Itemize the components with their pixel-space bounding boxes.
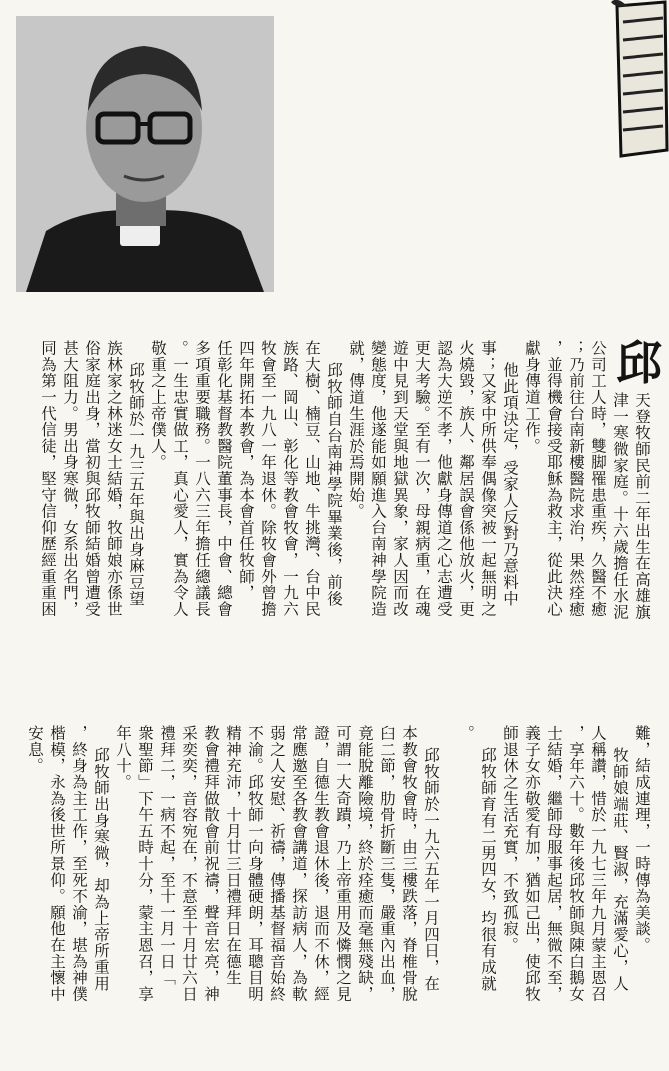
lower-column-14: 可謂一大奇蹟，乃上帝重用及憐憫之見 (334, 725, 352, 1003)
upper-column-4: ；乃前往台南新樓醫院求治，果然痊癒 (567, 340, 585, 618)
lower-column-4: ，享年六十。數年後邱牧師與陳白鵝女 (567, 725, 585, 1003)
open-book-icon (607, 0, 669, 158)
upper-column-18: 牧會至一九八一年退休。除牧會外曾擔 (259, 340, 277, 618)
upper-column-6: 獻身傳道工作。 (523, 340, 541, 455)
upper-column-19: 四年開拓本教會，為本會首任牧師， (237, 340, 255, 601)
upper-column-8: 事；又家中所供奉偶像突被一起無明之 (479, 340, 497, 618)
upper-column-11: 更大考驗。至有一次，母親病重，在魂 (413, 340, 431, 618)
lower-column-21: 采奕奕，音容宛在，不意至十月廿六日 (180, 725, 198, 1003)
lower-column-15: 證，自德生教會退休後，退而不休，經 (312, 725, 330, 1003)
lower-column-1: 難，結成連理，一時傳為美談。 (633, 725, 651, 954)
upper-column-9: 火燒毀，族人、鄰居誤會係他放火，更 (457, 340, 475, 618)
upper-column-24: 邱牧師於一九三五年與出身麻豆望 (127, 362, 145, 607)
upper-column-3: 公司工人時，雙脚罹患重疾，久醫不癒 (589, 340, 607, 618)
upper-column-22: 。一生忠實做工，真心愛人，實為令人 (171, 340, 189, 618)
lower-column-11: 本教會牧會時，由三樓跌落，脊椎骨脫 (400, 725, 418, 1003)
lower-column-13: 竟能脫離險境，終於痊癒而毫無殘缺， (356, 725, 374, 1003)
upper-column-16: 在大樹、楠豆、山地、牛挑灣、台中民 (303, 340, 321, 618)
lower-column-19: 精神充沛，十月廿三日禮拜日在德生 (224, 725, 242, 986)
portrait-illustration (16, 16, 274, 292)
lower-column-7: 師退休之生活充實，不致孤寂。 (501, 725, 519, 954)
upper-column-13: 變態度，他遂能如願進入台南神學院造 (369, 340, 387, 618)
upper-column-26: 俗家庭出身，當初與邱牧師結婚曾遭受 (83, 340, 101, 618)
lower-column-26: ，終身為主工作，至死不渝，堪為神僕 (70, 725, 88, 1003)
lower-column-28: 安息。 (26, 725, 44, 774)
lower-column-23: 衆聖節」下午五時十分，蒙主恩召，享 (136, 725, 154, 1003)
lower-column-5: 士結婚，繼師母服事起居，無微不至， (545, 725, 563, 1003)
article-title-char: 邱 (616, 336, 662, 390)
upper-column-20: 任彰化基督教醫院董事長，中會、總會 (215, 340, 233, 618)
upper-column-17: 族路、岡山、彰化等教會牧會，一九六 (281, 340, 299, 618)
lower-column-3: 人稱讚，惜於一九七三年九月蒙主恩召 (589, 725, 607, 1003)
lower-column-20: 教會禮拜做散會前祝禱，聲音宏亮，神 (202, 725, 220, 1003)
upper-column-25: 族林家之林迷女士結婚，牧師娘亦係世 (105, 340, 123, 618)
portrait-photo (16, 16, 274, 292)
lower-column-25: 邱牧師出身寒微，却為上帝所重用 (92, 747, 110, 992)
upper-column-21: 多項重要職務。一八六三年擔任總議長 (193, 340, 211, 618)
lower-column-12: 臼二節，肋骨折斷三隻，嚴重內出血， (378, 725, 396, 1003)
lower-column-8: 邱牧師育有二男四女，均很有成就 (479, 747, 497, 992)
lower-column-2: 牧師娘端莊、賢淑，充滿愛心，人 (611, 747, 629, 992)
lower-column-24: 年八十。 (114, 725, 132, 791)
lower-column-16: 常應邀至各教會講道，探訪病人，為軟 (290, 725, 308, 1003)
upper-column-1: 天登牧師民前二年出生在高雄旗 (633, 392, 651, 621)
lower-column-17: 弱之人安慰、祈禱，傳播基督福音始終 (268, 725, 286, 1003)
upper-column-14: 就，傳道生涯於焉開始。 (347, 340, 365, 520)
upper-column-28: 同為第一代信徒，堅守信仰歷經重重困 (39, 340, 57, 618)
lower-column-9: 。 (457, 725, 475, 742)
upper-column-15: 邱牧師自台南神學院畢業後，前後 (325, 362, 343, 607)
upper-column-2: 津一寒微家庭。十六歲擔任水泥 (611, 392, 629, 621)
lower-column-22: 禮拜二，一病不起，至十一月一日「 (158, 725, 176, 986)
upper-column-7: 他此項決定，受家人反對乃意料中 (501, 362, 519, 607)
upper-column-27: 甚大阻力。男出身寒微，女系出名門， (61, 340, 79, 618)
upper-column-5: ，並得機會接受耶穌為救主，從此決心 (545, 340, 563, 618)
lower-column-10: 邱牧師於一九六五年一月四日，在 (422, 747, 440, 992)
lower-column-27: 楷模，永為後世所景仰。願他在主懷中 (48, 725, 66, 1003)
upper-column-23: 敬重之上帝僕人。 (149, 340, 167, 471)
upper-column-12: 遊中見到天堂與地獄異象，家人因而改 (391, 340, 409, 618)
upper-column-10: 認為大逆不孝，他獻身傳道之心志遭受 (435, 340, 453, 618)
lower-column-18: 不渝。邱牧師一向身體硬朗，耳聰目明 (246, 725, 264, 1003)
lower-column-6: 義子女亦敬愛有加，猶如己出，使邱牧 (523, 725, 541, 1003)
